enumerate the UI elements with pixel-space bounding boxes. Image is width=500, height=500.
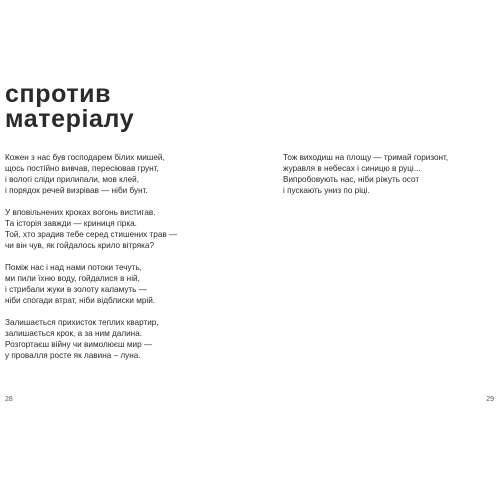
verse-line: і стрибали жуки в золоту каламуть —: [5, 285, 147, 294]
verse-line: залишається крок, а за ним далина.: [5, 329, 143, 338]
right-page-text: [283, 152, 448, 196]
verse-line: Поміж нас і над нами потоки течуть,: [5, 263, 142, 272]
verse-line: щось постійно вивчав, пересіював грунт,: [5, 164, 159, 173]
verse-line: і пускають униз по ріці.: [283, 186, 370, 195]
poem-title-line-2: матеріалу: [5, 105, 135, 133]
stanza: [5, 152, 177, 196]
verse-line: Випробовують нас, ніби ріжуть осот: [283, 175, 420, 184]
verse-line: Та історія завжди — криниця гірка.: [5, 219, 137, 228]
verse-line: У вповільнених кроках вогонь вистигав.: [5, 208, 156, 217]
verse-line: Залишається прихисток теплих квартир,: [5, 318, 159, 327]
verse-line: журавля в небесах і синицю в руці...: [283, 164, 421, 173]
verse-line: ми пили їхню воду, гойдалися в ній,: [5, 274, 140, 283]
stanza: [5, 207, 177, 251]
verse-line: і порядок речей визрівав — ніби бунт.: [5, 186, 148, 195]
stanza: [283, 152, 448, 196]
verse-line: Розгортаєш війну чи вимолюєш мир —: [5, 340, 153, 349]
poem-title-line-1: спротив: [5, 80, 112, 108]
verse-line: у провалля росте як лавина – луна.: [5, 351, 141, 360]
verse-line: Той, хто зрадив тебе серед стишених трав —: [5, 230, 178, 239]
page-number-right: 29: [486, 396, 494, 403]
page-number-left: 28: [5, 396, 13, 403]
poem-title: [5, 82, 134, 132]
verse-line: і вологі сліди прилипали, мов клей,: [5, 175, 140, 184]
stanza: [5, 317, 177, 361]
verse-line: чи він чув, як гойдалось крило вітряка?: [5, 241, 155, 250]
verse-line: Тож виходиш на площу — тримай горизонт,: [283, 153, 449, 162]
left-page-text: [5, 152, 177, 361]
verse-line: ніби спогади втрат, ніби відблиски мрій.: [5, 296, 156, 305]
verse-line: Кожен з нас був господарем білих мишей,: [5, 153, 165, 162]
stanza: [5, 262, 177, 306]
